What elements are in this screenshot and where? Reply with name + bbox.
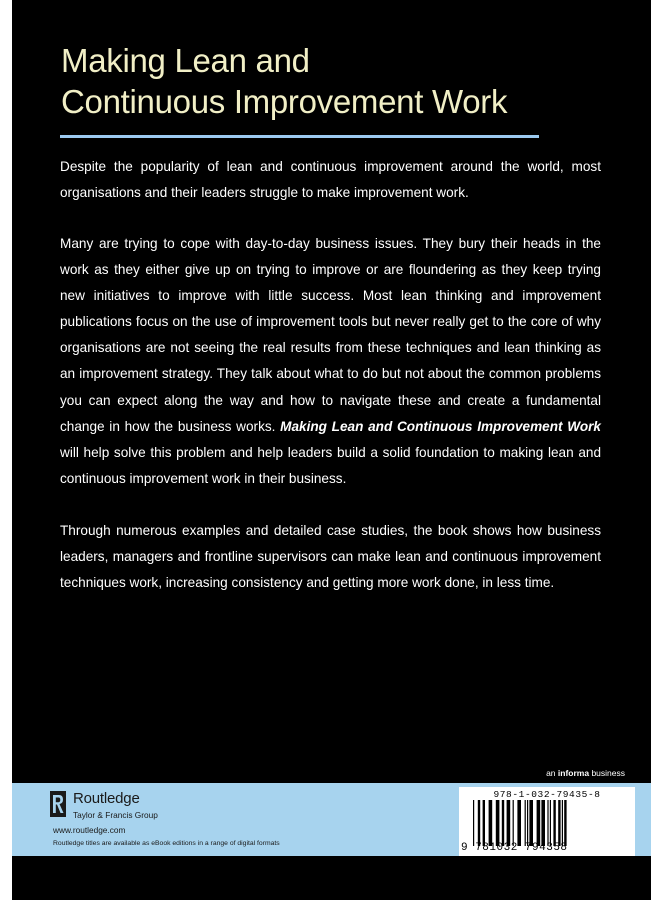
informa-prefix: an [546,768,558,778]
ebook-note: Routledge titles are available as eBook editions in a range of digital formats [53,840,280,847]
informa-business-tag [546,768,625,778]
barcode-bar [496,800,500,846]
barcode-bar [502,800,504,846]
barcode-bar [513,800,514,846]
barcode-bar [517,800,521,846]
isbn-barcode [459,787,635,856]
barcode-bar [489,800,493,846]
barcode-bar [553,800,555,846]
barcode-bar [558,800,560,846]
blurb-paragraph-3: Through numerous examples and detailed case studies, the book shows how business leaders, managers and frontline supervisors can make lean and continuous improvement techniques work, increasing consistency and getting more work done, in less time. [60,523,601,591]
barcode-bar [478,800,480,846]
publisher-url: www.routledge.com [53,825,126,835]
barcode-bar [537,800,541,846]
blurb-paragraph-2-start: Many are trying to cope with day-to-day business issues. They bury their heads in the work as they either give up on trying to improve or are floundering as they keep trying new initiatives to improve with little success. Most lean thinking and improvement publications focus on the use of improvement tools but never really get to the core of why organisations are not seeing the real results from these techniques and lean thinking as an improvement strategy. They talk about what to do but not about the common problems you can expect along the way and how to navigate these and create a fundamental change in how the business works. [60,236,601,434]
barcode-bar [507,800,511,846]
blurb-paragraph-1: Despite the popularity of lean and continuous improvement around the world, most organisations and their leaders struggle to make improvement work. [60,159,601,201]
barcode-bar [483,800,485,846]
book-title-inline: Making Lean and Continuous Improvement Work [280,418,601,434]
barcode-bar [564,800,566,846]
barcode-bar [550,800,551,846]
barcode-bars [473,800,625,846]
informa-suffix: business [589,768,625,778]
title-line-2: Continuous Improvement Work [61,83,508,120]
blurb-paragraph-2-end: will help solve this problem and help leaders build a solid foundation to making lean and continuous improvement work in their business. [60,444,601,486]
barcode-bar [562,800,563,846]
barcode-bar [529,800,533,846]
routledge-r-logo-icon [50,791,66,817]
book-title [61,40,507,122]
ean-digits: 9 781032 794358 [461,842,568,854]
title-divider [60,135,539,138]
publisher-group: Taylor & Francis Group [73,810,158,820]
informa-brand: informa [557,768,590,778]
isbn-label: 978-1-032-79435-8 [493,789,601,800]
barcode-bar [541,800,545,846]
barcode-bar [547,800,548,846]
title-line-1: Making Lean and [61,42,310,79]
blurb-paragraph-2 [60,231,601,492]
barcode-bar [473,800,474,846]
barcode-bar [525,800,526,846]
back-cover [12,0,651,900]
barcode-bar [527,800,528,846]
publisher-name: Routledge [73,790,140,807]
